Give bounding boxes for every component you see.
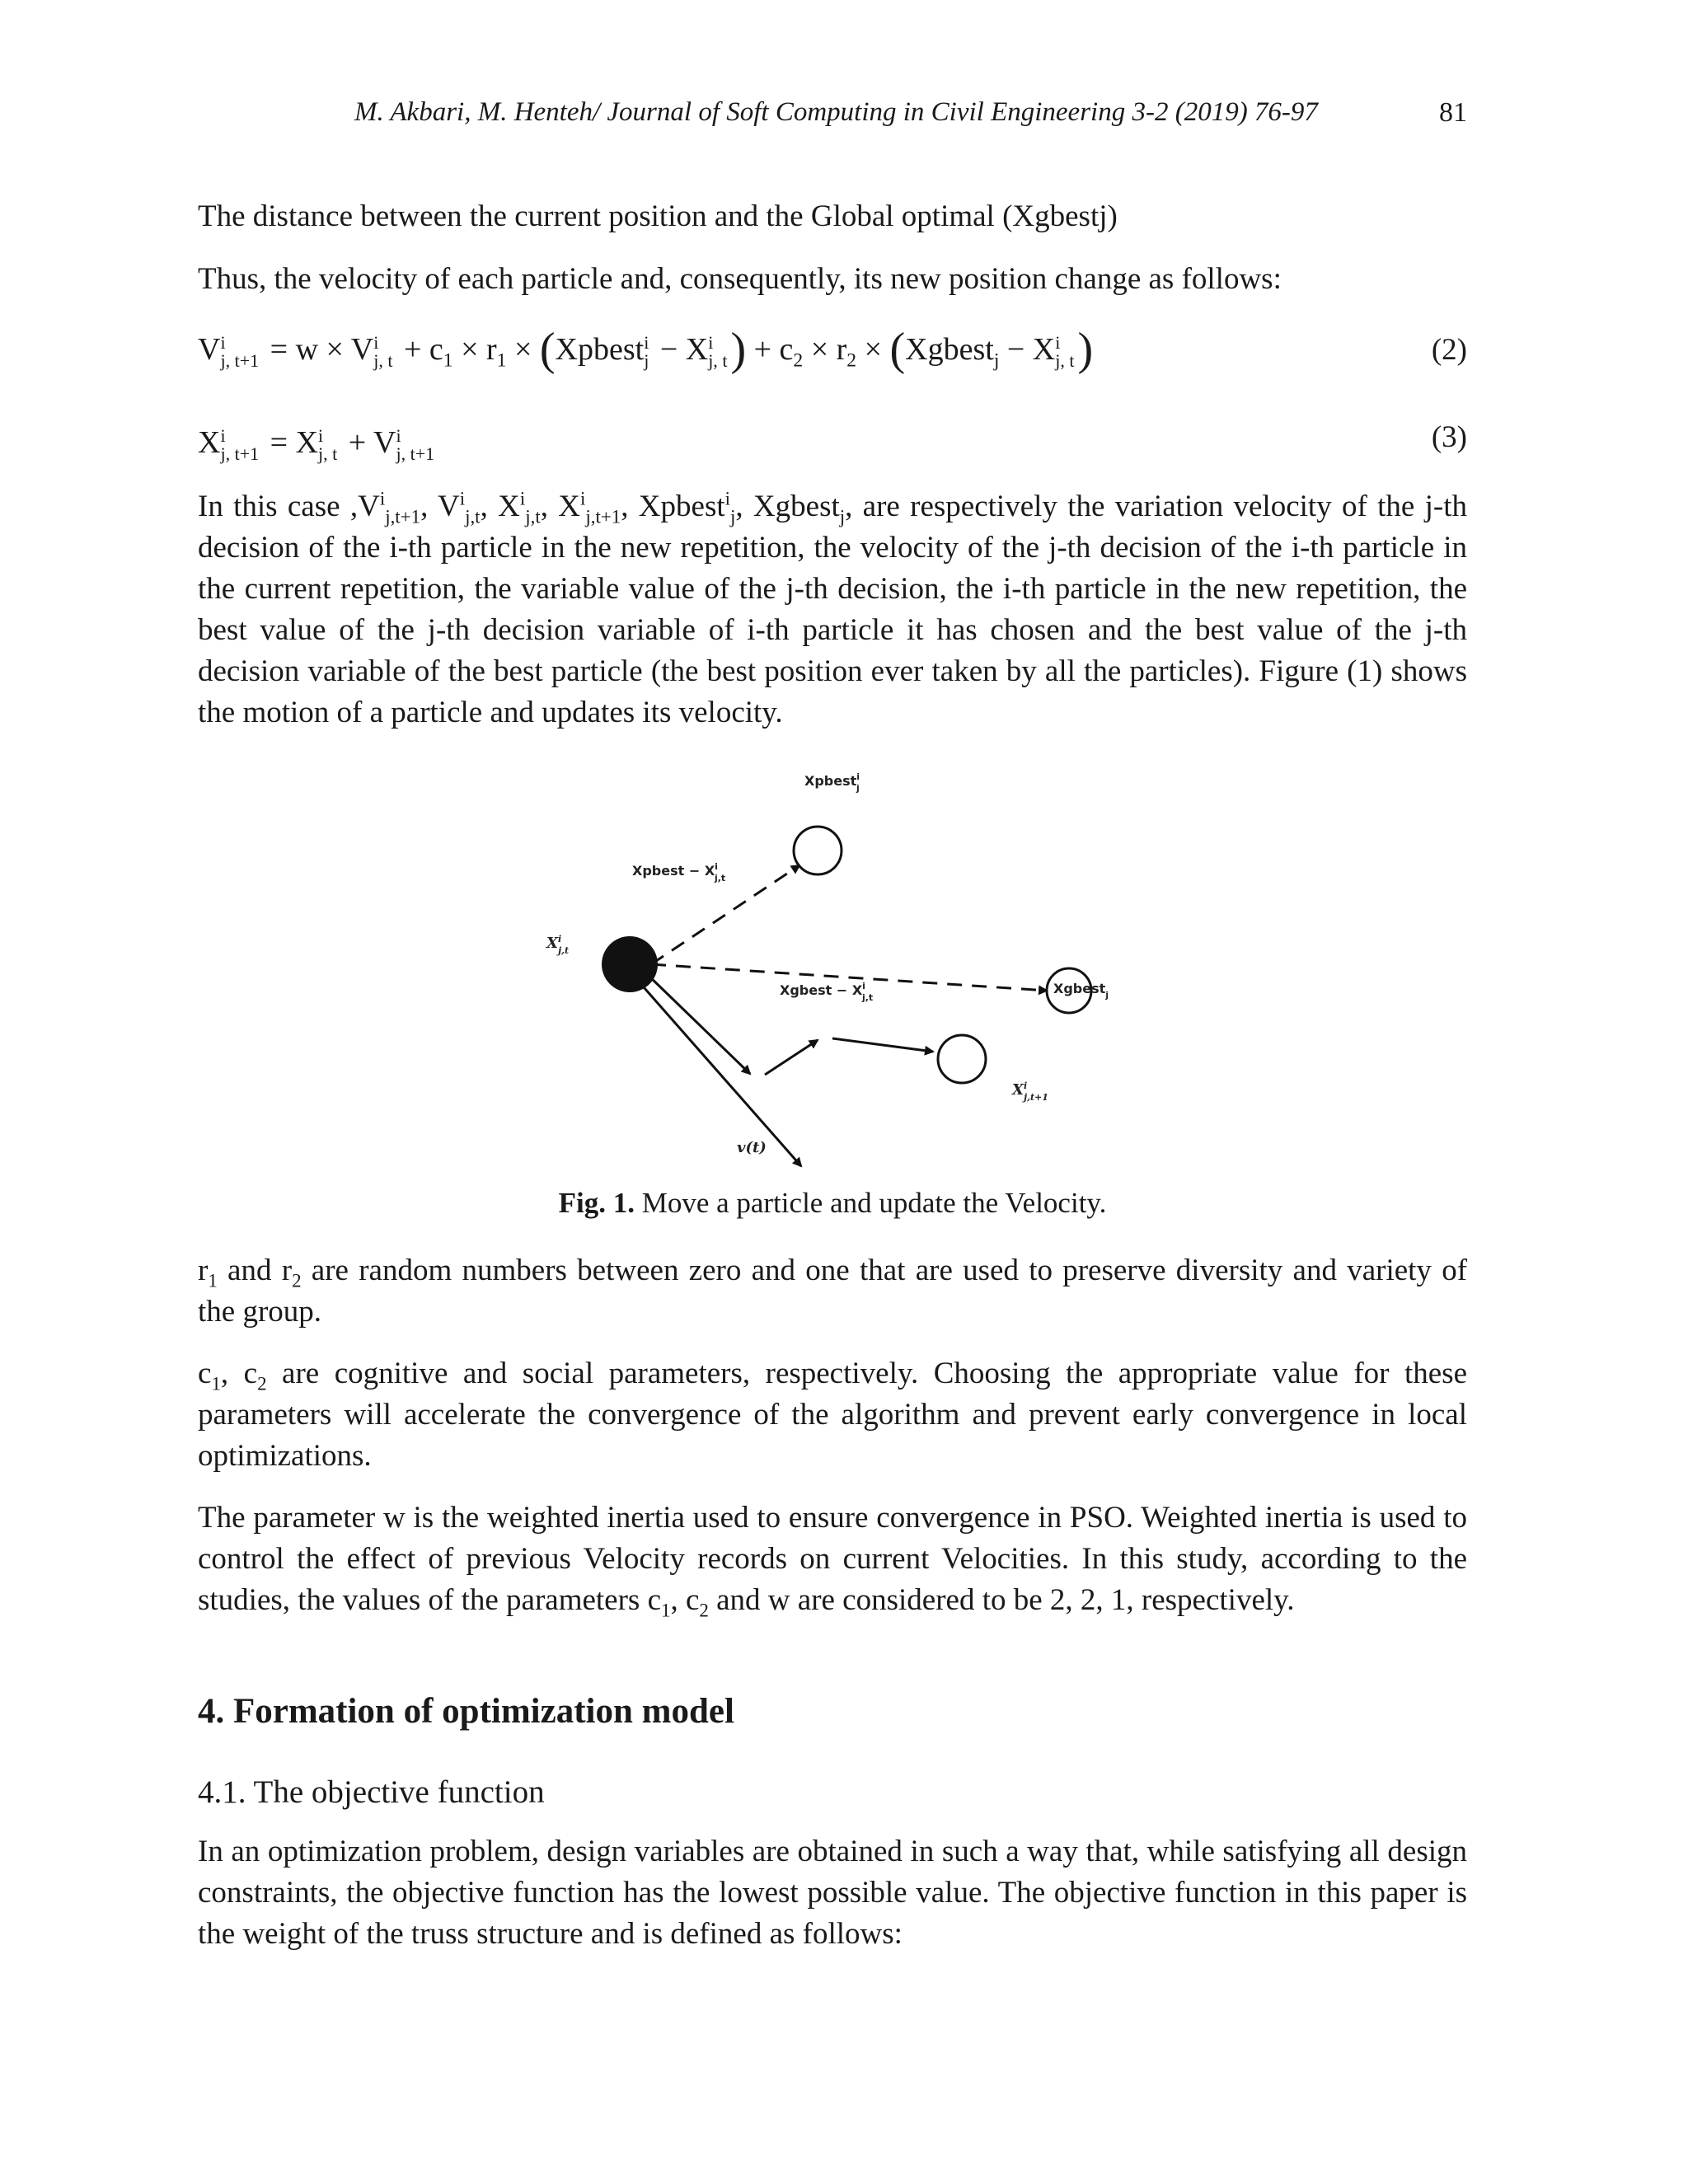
paragraph-random-numbers-text: are random numbers between zero and one that are used to preserve diversity and variety of the group. bbox=[198, 1254, 1468, 1329]
label-xpbest: Xpbest$^i$ j bbox=[804, 771, 860, 794]
subsection-heading: 4.1. The objective function bbox=[198, 1774, 545, 1810]
equation-2 bbox=[198, 310, 1467, 376]
page-number: 81 bbox=[1439, 97, 1467, 128]
paragraph-parameters-text: are cognitive and social parameters, respectively. Choosing the appropriate value for these parameters will accelerate the convergence of the algorithm and prevent early convergence in local optimizations. bbox=[198, 1357, 1467, 1473]
new-position-arrow bbox=[832, 1038, 933, 1052]
label-xpbest-minus-x: Xpbest − $X^i$ j,t bbox=[632, 861, 726, 883]
equation-2-body: V i j, t+1 = w × V i j, t + $c_1 \times r_1$ × (Xpbest i j − X i j, t ) + $c_2 \times r_2$ × (Xgbest$_j$ − X i j, t ) bbox=[198, 324, 1094, 375]
paragraph-variables: In this case $,V^i_{j,t+1}$, $V^i_{j,t}$, $X^i_{j,t}$, $X^i_{j,t+1}$, Xpbest$^i_j$, Xgbest$_j$, are respectively the variation velocity of the j-th decision of the i-th particle in the new repetition, the velocity of the j-th decision of the i-th particle in the current repetition, the variable value of the j-th decision, the i-th particle in the new repetition, the best value of the j-th decision variable of i-th particle it has chosen and the best value of the j-th decision variable of the best particle (the best position ever taken by all the particles). Figure (1) shows the motion of a particle and updates its velocity. bbox=[198, 488, 1467, 729]
paragraph-inertia-a: The parameter w is the weighted inertia used to ensure convergence in PSO. Weighted inertia is used to control the effect of previous Velocity records on current Velocities. In this study, according to the studies, the values of the parameters c bbox=[198, 1501, 1467, 1617]
velocity-arrow bbox=[632, 974, 801, 1166]
figure-particle-motion bbox=[528, 758, 1109, 1187]
paragraph-variables-lead: In this case ,V bbox=[198, 490, 380, 523]
section-heading: 4. Formation of optimization model bbox=[198, 1692, 734, 1731]
paragraph-inertia-b: and w are considered to be 2, 2, 1, respectively. bbox=[716, 1583, 1295, 1617]
label-x-current: $X^i$ j,t bbox=[546, 934, 570, 956]
paragraph-objective: In an optimization problem, design variables are obtained in such a way that, while satisfying all design constraints, the objective function has the lowest possible value. The objective function in this paper is the weight of the truss structure and is defined as follows: bbox=[198, 1835, 1467, 1951]
paragraph-random-numbers: $r_1$ and $r_2$ are random numbers between zero and one that are used to preserve diversity and variety of the group. bbox=[198, 1254, 1468, 1329]
paragraph-inertia: The parameter w is the weighted inertia used to ensure convergence in PSO. Weighted inertia is used to control the effect of previous Velocity records on current Velocities. In this study, according to the studies, the values of the parameters $c_1$, $c_2$ and w are considered to be 2, 2, 1, respectively. bbox=[198, 1501, 1467, 1621]
label-xgbest: Xgbest$_j$ bbox=[1053, 981, 1109, 1001]
current-position-node bbox=[602, 936, 658, 992]
label-velocity: v(t) bbox=[737, 1139, 767, 1156]
paragraph-velocity-intro: Thus, the velocity of each particle and, consequently, its new position change as follows: bbox=[198, 262, 1282, 296]
equation-3 bbox=[198, 397, 1467, 463]
label-x-next: $X^i$ j,t+1 bbox=[1012, 1080, 1048, 1103]
running-title: M. Akbari, M. Henteh/ Journal of Soft Computing in Civil Engineering 3-2 (2019) 76-97 bbox=[354, 97, 1318, 127]
paragraph-variables-rest: , are respectively the variation velocity of the j-th decision of the i-th particle in the new repetition, the velocity of the j-th decision of the i-th particle in the current repetition, the variable value of the j-th decision, the i-th particle in the new repetition, the best value of the j-th decision variable of i-th particle it has chosen and the best value of the j-th decision variable of the best particle (the best position ever taken by all the particles). Figure (1) shows the motion of a particle and updates its velocity. bbox=[198, 490, 1467, 729]
next-position-node bbox=[938, 1035, 986, 1083]
social-component-arrow bbox=[765, 1040, 818, 1075]
label-xgbest-minus-x: Xgbest − $X^i$ j,t bbox=[780, 981, 874, 1003]
equation-2-number: (2) bbox=[1431, 333, 1467, 367]
pbest-node bbox=[794, 827, 842, 874]
equation-3-body: X i j, t+1 = X i j, t + V i j, t+1 bbox=[198, 424, 435, 464]
paragraph-parameters: $c_1$, $c_2$ are cognitive and social parameters, respectively. Choosing the appropriate value for these parameters will accelerate the convergence of the algorithm and prevent early convergence in local optimizations. bbox=[198, 1357, 1467, 1473]
figure-caption bbox=[198, 1187, 1467, 1220]
caption-text: Move a particle and update the Velocity. bbox=[641, 1187, 1107, 1219]
paragraph-distance: The distance between the current position and the Global optimal (Xgbestj) bbox=[198, 199, 1118, 233]
particle-motion-diagram bbox=[528, 758, 1109, 1187]
equation-3-number: (3) bbox=[1431, 420, 1467, 454]
velocity-component-arrow bbox=[647, 974, 750, 1074]
caption-label: Fig. 1. bbox=[558, 1187, 635, 1219]
running-header bbox=[198, 97, 1467, 137]
